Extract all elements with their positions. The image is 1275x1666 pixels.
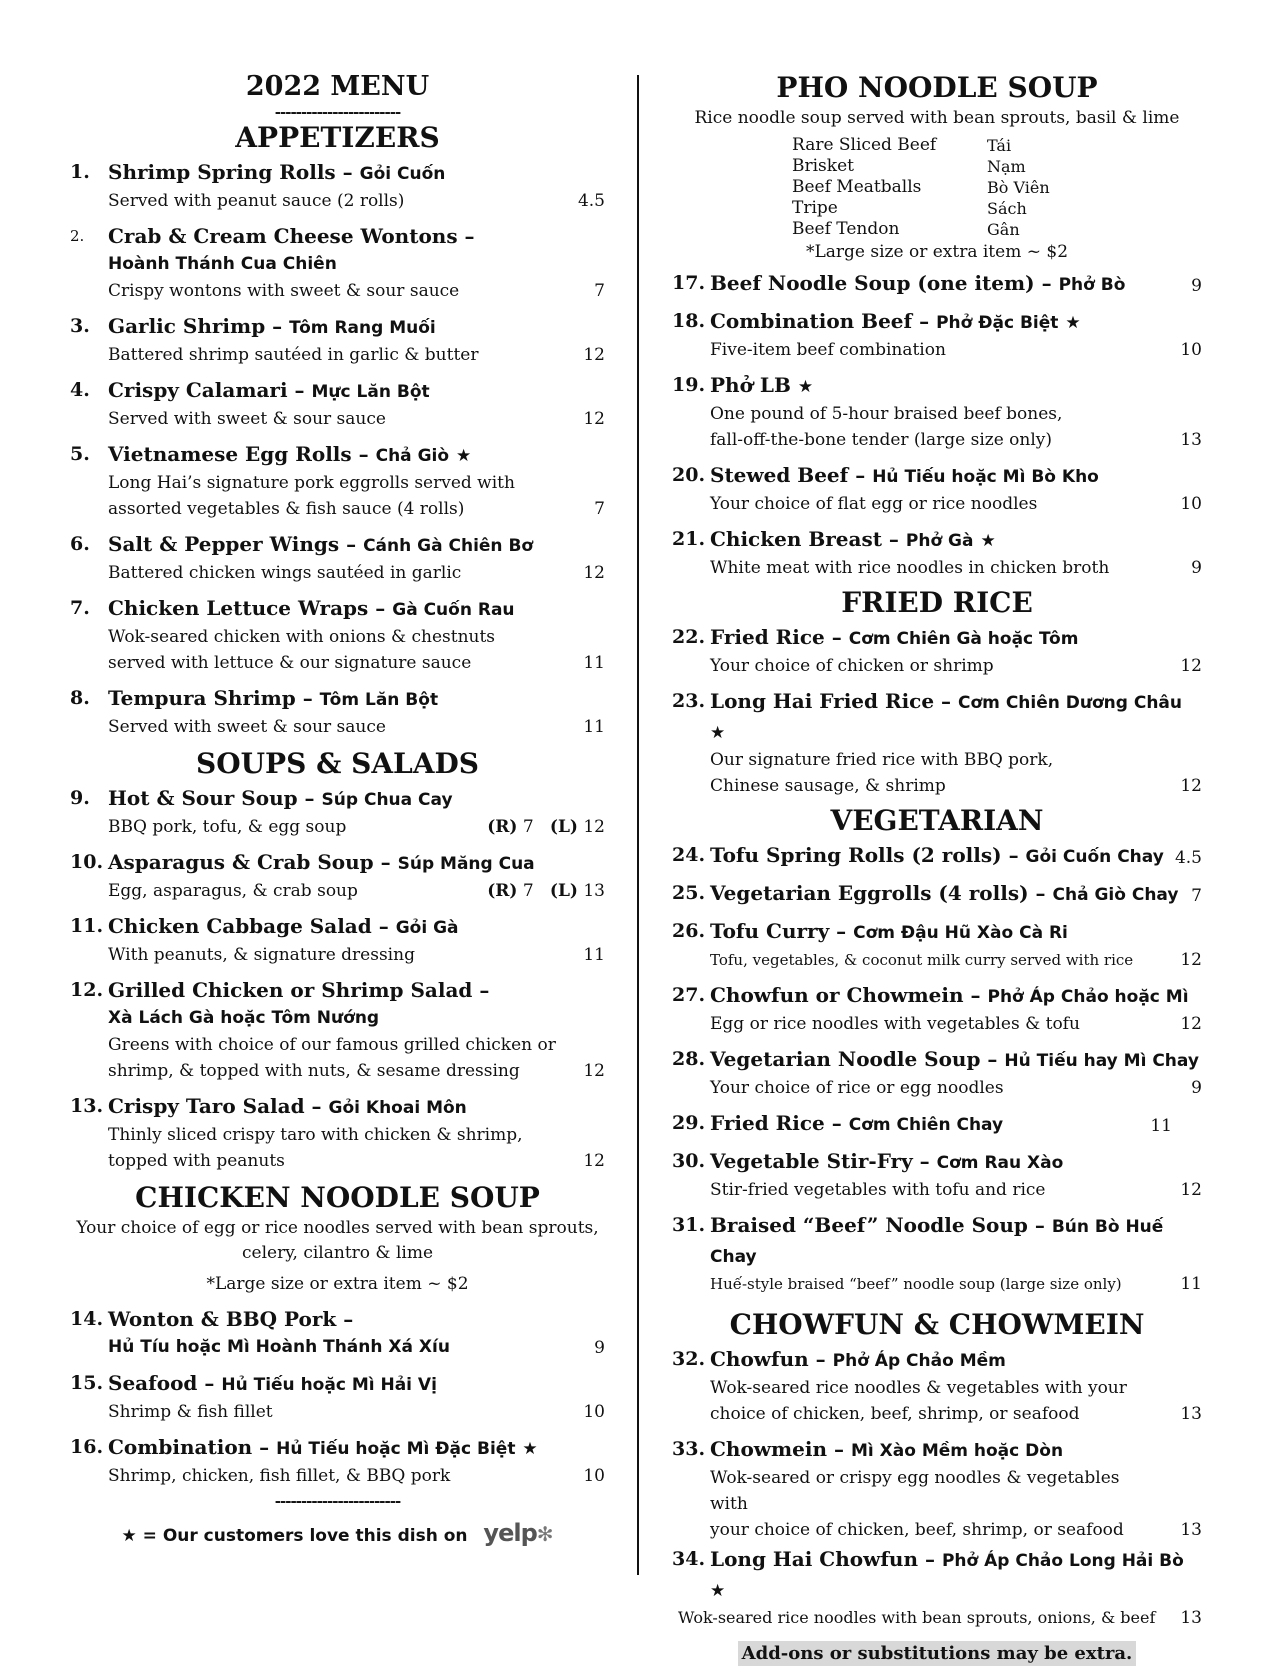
menu-item: 27. Chowfun or Chowmein – Phở Áp Chảo hoặc Mì Egg or rice noodles with vegetables & tofu 12 — [672, 981, 1202, 1037]
item-viet-name: Gà Cuốn Rau — [392, 600, 515, 620]
section-soups-salads: SOUPS & SALADS — [196, 747, 479, 780]
table-cell: Nạm — [987, 157, 1026, 176]
regular-price: 7 — [522, 817, 534, 837]
item-name: Chowfun — [710, 1347, 809, 1371]
item-price: 13 — [1180, 1608, 1202, 1628]
section-note: *Large size or extra item ~ $2 — [805, 242, 1069, 262]
item-name: Shrimp Spring Rolls — [108, 160, 336, 184]
item-viet-name: Phở Áp Chảo hoặc Mì — [987, 987, 1189, 1007]
item-description: BBQ pork, tofu, & egg soup — [108, 817, 347, 837]
item-name: Grilled Chicken or Shrimp Salad — [108, 978, 473, 1002]
item-name: Vegetable Stir-Fry — [710, 1149, 913, 1173]
item-description: Five-item beef combination — [710, 340, 946, 360]
item-description: Wok-seared chicken with onions & chestnuts — [108, 627, 496, 647]
item-number: 21. — [672, 528, 706, 550]
menu-item: 22. Fried Rice – Cơm Chiên Gà hoặc Tôm Your choice of chicken or shrimp 12 — [672, 623, 1202, 679]
item-name: Vegetarian Noodle Soup — [710, 1047, 981, 1071]
item-description: Wok-seared rice noodles with bean sprouts, onions, & beef — [678, 1608, 1156, 1627]
item-price: 7 — [1191, 886, 1202, 906]
item-number: 31. — [672, 1214, 706, 1236]
item-name: Stewed Beef — [710, 463, 849, 487]
item-price: 9 — [1191, 1078, 1202, 1098]
item-price: 11 — [1150, 1116, 1172, 1136]
item-number: 16. — [70, 1436, 104, 1458]
menu-item: 2. Crab & Cream Cheese Wontons – Hoành Thánh Cua Chiên Crispy wontons with sweet & sour sauce 7 — [70, 222, 605, 304]
item-price: 10 — [1180, 494, 1202, 514]
item-number: 22. — [672, 626, 706, 648]
menu-item: 14. Wonton & BBQ Pork – Hủ Tíu hoặc Mì Hoành Thánh Xá Xíu 9 — [70, 1305, 605, 1361]
item-number: 33. — [672, 1438, 706, 1460]
table-cell: Beef Tendon — [792, 219, 900, 239]
item-viet-name: Hủ Tiếu hay Mì Chay — [1004, 1051, 1199, 1071]
item-description: Battered chicken wings sautéed in garlic — [108, 563, 462, 583]
item-description: served with lettuce & our signature sauce — [108, 653, 472, 673]
item-price: 12 — [583, 1061, 605, 1081]
item-description: With peanuts, & signature dressing — [108, 945, 415, 965]
item-name: Beef Noodle Soup (one item) — [710, 271, 1035, 295]
item-name: Tofu Spring Rolls (2 rolls) — [710, 843, 1002, 867]
item-description: Huế-style braised “beef” noodle soup (large size only) — [710, 1275, 1122, 1293]
addons-note — [672, 1643, 1202, 1664]
section-note: celery, cilantro & lime — [241, 1243, 434, 1263]
item-description: Stir-fried vegetables with tofu and rice — [710, 1180, 1046, 1200]
item-description: Crispy wontons with sweet & sour sauce — [108, 281, 460, 301]
item-number: 28. — [672, 1048, 706, 1070]
item-price: 12 — [583, 1151, 605, 1171]
item-name: Salt & Pepper Wings — [108, 532, 340, 556]
item-description: Your choice of rice or egg noodles — [710, 1078, 1004, 1098]
item-viet-name: Tôm Rang Muối — [289, 318, 436, 338]
item-description: Egg or rice noodles with vegetables & tofu — [710, 1014, 1080, 1034]
section-pho: PHO NOODLE SOUP — [776, 71, 1098, 104]
item-viet-name: Mì Xào Mềm hoặc Dòn — [850, 1441, 1064, 1461]
menu-title: 2022 MENU — [245, 71, 430, 102]
item-price: 13 — [1180, 1520, 1202, 1540]
menu-item: 11. Chicken Cabbage Salad – Gỏi Gà With peanuts, & signature dressing 11 — [70, 912, 605, 968]
item-description: Served with sweet & sour sauce — [108, 409, 386, 429]
item-name: Garlic Shrimp — [108, 314, 266, 338]
item-number: 26. — [672, 920, 706, 942]
menu-item: 18. Combination Beef – Phở Đặc Biệt ★ Five-item beef combination 10 — [672, 307, 1202, 363]
column-divider — [637, 75, 639, 1575]
menu-item: 13. Crispy Taro Salad – Gỏi Khoai Môn Thinly sliced crispy taro with chicken & shrimp, topped with peanuts 12 — [70, 1092, 605, 1174]
item-description: Tofu, vegetables, & coconut milk curry served with rice — [710, 951, 1134, 969]
item-number: 23. — [672, 690, 706, 712]
item-price: 11 — [1180, 1274, 1202, 1294]
item-name: Asparagus & Crab Soup — [108, 850, 374, 874]
menu-item: 34. Long Hai Chowfun – Phở Áp Chảo Long Hải Bò ★ Wok-seared rice noodles with bean sprouts, onions, & beef 13 — [672, 1545, 1202, 1631]
table-cell: Rare Sliced Beef — [792, 135, 937, 155]
item-price: 10 — [583, 1402, 605, 1422]
item-viet-name: Gỏi Khoai Môn — [328, 1098, 467, 1118]
menu-item: 28. Vegetarian Noodle Soup – Hủ Tiếu hay Mì Chay Your choice of rice or egg noodles 9 — [672, 1045, 1202, 1101]
section-vegetarian: VEGETARIAN — [830, 804, 1044, 837]
section-note: Rice noodle soup served with bean sprouts, basil & lime — [694, 108, 1180, 128]
menu-item: 31. Braised “Beef” Noodle Soup – Bún Bò Huế Chay Huế-style braised “beef” noodle soup (large size only) 11 — [672, 1211, 1202, 1297]
item-description: topped with peanuts — [108, 1151, 285, 1171]
item-viet-name: Mực Lăn Bột — [311, 382, 430, 402]
item-description: Thinly sliced crispy taro with chicken & shrimp, — [108, 1125, 523, 1145]
item-viet-name: Tôm Lăn Bột — [319, 690, 439, 710]
item-viet-name: Gỏi Gà — [395, 918, 459, 938]
item-name: Seafood — [108, 1371, 198, 1395]
item-number: 32. — [672, 1348, 706, 1370]
item-viet-name: Hủ Tíu hoặc Mì Hoành Thánh Xá Xíu — [108, 1337, 450, 1357]
menu-item: 25. Vegetarian Eggrolls (4 rolls) – Chả Giò Chay 7 — [672, 879, 1202, 909]
section-note: Your choice of egg or rice noodles served with bean sprouts, — [76, 1218, 599, 1238]
large-label: (L) — [549, 817, 578, 837]
yelp-logo: yelp — [483, 1519, 537, 1547]
item-number: 3. — [70, 315, 90, 337]
item-viet-name: Cơm Đậu Hũ Xào Cà Ri — [853, 923, 1068, 943]
menu-item: 7. Chicken Lettuce Wraps – Gà Cuốn Rau Wok-seared chicken with onions & chestnuts served with lettuce & our signature sauce 11 — [70, 594, 605, 676]
item-price: 9 — [594, 1338, 605, 1358]
item-name: Long Hai Fried Rice — [710, 689, 935, 713]
item-viet-name: Bún Bò Huế Chay — [710, 1217, 1164, 1267]
table-cell: Tái — [987, 136, 1012, 155]
title-dashes: ------------------------ — [274, 103, 401, 121]
large-price: 12 — [583, 817, 605, 837]
section-appetizers: APPETIZERS — [235, 121, 440, 154]
table-row — [792, 177, 1050, 198]
regular-price: 7 — [522, 881, 534, 901]
item-description: Wok-seared rice noodles & vegetables with your — [710, 1378, 1127, 1398]
table-row — [792, 135, 1050, 156]
item-viet-name: Cơm Chiên Chay — [848, 1115, 1004, 1135]
item-number: 29. — [672, 1112, 706, 1134]
item-price: 12 — [583, 409, 605, 429]
star-icon: ★ — [1065, 313, 1081, 333]
star-icon: ★ — [710, 1581, 726, 1601]
item-viet-name: Chả Giò Chay — [1052, 885, 1179, 905]
item-viet-name: Phở Áp Chảo Mềm — [832, 1351, 1006, 1371]
pho-meat-table — [792, 135, 1050, 240]
item-number: 13. — [70, 1095, 104, 1117]
item-number: 7. — [70, 597, 90, 619]
item-price: 13 — [1180, 430, 1202, 450]
menu-item: 29. Fried Rice – Cơm Chiên Chay 11 — [672, 1109, 1202, 1139]
table-cell: Brisket — [792, 156, 854, 176]
menu-item: 33. Chowmein – Mì Xào Mềm hoặc Dòn Wok-seared or crispy egg noodles & vegetables with your choice of chicken, beef, shrimp, or seafood 13 — [672, 1435, 1202, 1543]
table-cell: Beef Meatballs — [792, 177, 922, 197]
star-icon: ★ — [980, 531, 996, 551]
section-chowfun-chowmein: CHOWFUN & CHOWMEIN — [729, 1308, 1145, 1341]
item-number: 9. — [70, 787, 90, 809]
item-viet-name: Chả Giò — [375, 446, 450, 466]
section-chicken-noodle-soup: CHICKEN NOODLE SOUP — [135, 1181, 540, 1214]
menu-item: 5. Vietnamese Egg Rolls – Chả Giò ★ Long Hai’s signature pork eggrolls served with assorted vegetables & fish sauce (4 rolls) 7 — [70, 440, 605, 522]
menu-item: 17. Beef Noodle Soup (one item) – Phở Bò 9 — [672, 269, 1202, 299]
item-number: 34. — [672, 1548, 706, 1570]
item-viet-name: Hoành Thánh Cua Chiên — [108, 254, 337, 274]
table-cell: Bò Viên — [987, 178, 1050, 197]
table-cell: Tripe — [792, 198, 838, 218]
item-description: your choice of chicken, beef, shrimp, or seafood — [710, 1520, 1124, 1540]
item-viet-name: Gỏi Cuốn Chay — [1025, 847, 1164, 867]
star-icon: ★ — [797, 377, 814, 397]
item-name: Chicken Lettuce Wraps — [108, 596, 369, 620]
item-price: 9 — [1191, 276, 1202, 296]
item-number: 15. — [70, 1372, 104, 1394]
item-number: 5. — [70, 443, 90, 465]
item-viet-name: Súp Chua Cay — [321, 790, 453, 810]
menu-item: 1. Shrimp Spring Rolls – Gỏi Cuốn Served with peanut sauce (2 rolls) 4.5 — [70, 158, 605, 214]
item-price: 10 — [1180, 340, 1202, 360]
item-name: Chowmein — [710, 1437, 828, 1461]
item-description: White meat with rice noodles in chicken broth — [710, 558, 1110, 578]
item-name: Long Hai Chowfun — [710, 1547, 919, 1571]
section-fried-rice: FRIED RICE — [841, 586, 1033, 619]
item-viet-name: Xà Lách Gà hoặc Tôm Nướng — [108, 1008, 380, 1028]
item-number: 8. — [70, 687, 90, 709]
item-description: Egg, asparagus, & crab soup — [108, 881, 358, 901]
item-description: Greens with choice of our famous grilled chicken or — [108, 1035, 556, 1055]
item-number: 2. — [70, 227, 85, 245]
item-number: 24. — [672, 844, 706, 866]
item-description: Battered shrimp sautéed in garlic & butter — [108, 345, 479, 365]
star-icon: ★ — [710, 723, 726, 743]
menu-item: 26. Tofu Curry – Cơm Đậu Hũ Xào Cà Ri Tofu, vegetables, & coconut milk curry served with rice 12 — [672, 917, 1202, 973]
table-cell: Gân — [987, 220, 1020, 239]
yelp-burst-icon: ✻ — [536, 1522, 554, 1546]
item-viet-name: Hủ Tiếu hoặc Mì Đặc Biệt — [276, 1439, 516, 1459]
item-name: Crispy Taro Salad — [108, 1094, 305, 1118]
item-description: Your choice of chicken or shrimp — [710, 656, 994, 676]
item-name: Chicken Breast — [710, 527, 882, 551]
item-description: Long Hai’s signature pork eggrolls served with — [108, 473, 515, 493]
menu-item: 32. Chowfun – Phở Áp Chảo Mềm Wok-seared rice noodles & vegetables with your choice of chicken, beef, shrimp, or seafood 13 — [672, 1345, 1202, 1427]
item-name: Crab & Cream Cheese Wontons — [108, 224, 458, 248]
item-number: 4. — [70, 379, 90, 401]
item-number: 18. — [672, 310, 706, 332]
item-number: 25. — [672, 882, 706, 904]
menu-item: 30. Vegetable Stir-Fry – Cơm Rau Xào Stir-fried vegetables with tofu and rice 12 — [672, 1147, 1202, 1203]
item-number: 17. — [672, 272, 706, 294]
item-name: Vietnamese Egg Rolls — [108, 442, 352, 466]
item-viet-name: Phở Đặc Biệt — [936, 313, 1059, 333]
item-price: 12 — [583, 345, 605, 365]
item-description: choice of chicken, beef, shrimp, or seafood — [710, 1404, 1080, 1424]
item-viet-name: Phở Gà — [905, 531, 974, 551]
item-description: Your choice of flat egg or rice noodles — [710, 494, 1038, 514]
item-price: 7 — [594, 499, 605, 519]
menu-item: 10. Asparagus & Crab Soup – Súp Măng Cua Egg, asparagus, & crab soup (R) 7 (L) 13 — [70, 848, 605, 904]
star-icon: ★ — [121, 1526, 137, 1546]
item-name: Chowfun or Chowmein — [710, 983, 964, 1007]
addons-text: Add-ons or substitutions may be extra. — [738, 1641, 1137, 1666]
item-viet-name: Gỏi Cuốn — [359, 164, 446, 184]
menu-item: 23. Long Hai Fried Rice – Cơm Chiên Dương Châu ★ Our signature fried rice with BBQ pork, Chinese sausage, & shrimp 12 — [672, 687, 1202, 799]
menu-item: 12. Grilled Chicken or Shrimp Salad – Xà Lách Gà hoặc Tôm Nướng Greens with choice of our famous grilled chicken or shrimp, & topped with nuts, & sesame dressing 12 — [70, 976, 605, 1084]
table-row — [792, 156, 1050, 177]
item-description: fall-off-the-bone tender (large size only) — [710, 430, 1053, 450]
item-name: Phở LB — [710, 373, 791, 397]
item-viet-name: Phở Áp Chảo Long Hải Bò — [941, 1551, 1184, 1571]
item-number: 19. — [672, 374, 706, 396]
item-description: One pound of 5-hour braised beef bones, — [710, 404, 1063, 424]
right-column — [672, 70, 1202, 1664]
item-description: Chinese sausage, & shrimp — [710, 776, 946, 796]
menu-item: 4. Crispy Calamari – Mực Lăn Bột Served with sweet & sour sauce 12 — [70, 376, 605, 432]
item-size-prices — [487, 878, 605, 904]
item-name: Chicken Cabbage Salad — [108, 914, 372, 938]
item-number: 11. — [70, 915, 104, 937]
item-viet-name: Hủ Tiếu hoặc Mì Bò Kho — [872, 467, 1099, 487]
item-price: 12 — [1180, 1014, 1202, 1034]
item-number: 27. — [672, 984, 706, 1006]
item-name: Combination Beef — [710, 309, 913, 333]
item-viet-name: Hủ Tiếu hoặc Mì Hải Vị — [221, 1375, 437, 1395]
item-name: Combination — [108, 1435, 253, 1459]
item-price: 11 — [583, 653, 605, 673]
footer-dashes: ------------------------ — [274, 1492, 401, 1510]
item-number: 10. — [70, 851, 104, 873]
menu-item: 16. Combination – Hủ Tiếu hoặc Mì Đặc Biệt ★ Shrimp, chicken, fish fillet, & BBQ pork 10 — [70, 1433, 605, 1489]
item-price: 12 — [583, 563, 605, 583]
item-number: 1. — [70, 161, 90, 183]
item-price: 9 — [1191, 558, 1202, 578]
item-name: Hot & Sour Soup — [108, 786, 298, 810]
legend-note — [70, 1519, 605, 1547]
item-name: Fried Rice — [710, 625, 825, 649]
item-price: 12 — [1180, 776, 1202, 796]
item-price: 7 — [594, 281, 605, 301]
menu-item: 24. Tofu Spring Rolls (2 rolls) – Gỏi Cuốn Chay 4.5 — [672, 841, 1202, 871]
large-price: 13 — [583, 881, 605, 901]
item-price: 4.5 — [577, 191, 605, 211]
menu-item — [672, 371, 1202, 453]
item-name: Fried Rice — [710, 1111, 825, 1135]
left-column — [70, 70, 605, 1547]
item-description: Shrimp, chicken, fish fillet, & BBQ pork — [108, 1466, 451, 1486]
star-icon: ★ — [522, 1439, 538, 1459]
menu-item: 3. Garlic Shrimp – Tôm Rang Muối Battered shrimp sautéed in garlic & butter 12 — [70, 312, 605, 368]
item-viet-name: Cánh Gà Chiên Bơ — [363, 536, 534, 556]
item-number: 14. — [70, 1308, 104, 1330]
menu-item: 9. Hot & Sour Soup – Súp Chua Cay BBQ pork, tofu, & egg soup (R) 7 (L) 12 — [70, 784, 605, 840]
item-description: Our signature fried rice with BBQ pork, — [710, 750, 1054, 770]
item-price: 11 — [583, 717, 605, 737]
item-viet-name: Cơm Rau Xào — [936, 1153, 1064, 1173]
item-viet-name: Phở Bò — [1058, 275, 1126, 295]
item-name: Vegetarian Eggrolls (4 rolls) — [710, 881, 1029, 905]
table-row — [792, 219, 1050, 240]
item-number: 30. — [672, 1150, 706, 1172]
item-description: shrimp, & topped with nuts, & sesame dressing — [108, 1061, 520, 1081]
item-price: 12 — [1180, 656, 1202, 676]
item-price: 12 — [1180, 950, 1202, 970]
item-name: Wonton & BBQ Pork — [108, 1307, 337, 1331]
section-note: *Large size or extra item ~ $2 — [206, 1274, 469, 1294]
menu-item: 6. Salt & Pepper Wings – Cánh Gà Chiên Bơ Battered chicken wings sautéed in garlic 12 — [70, 530, 605, 586]
item-viet-name: Cơm Chiên Dương Châu — [958, 693, 1183, 713]
menu-item: 8. Tempura Shrimp – Tôm Lăn Bột Served with sweet & sour sauce 11 — [70, 684, 605, 740]
item-viet-name: Cơm Chiên Gà hoặc Tôm — [848, 629, 1079, 649]
item-name: Tempura Shrimp — [108, 686, 296, 710]
item-number: 6. — [70, 533, 90, 555]
item-description: assorted vegetables & fish sauce (4 rolls) — [108, 499, 465, 519]
item-price: 11 — [583, 945, 605, 965]
menu-item: 21. Chicken Breast – Phở Gà ★ White meat with rice noodles in chicken broth 9 — [672, 525, 1202, 581]
item-price: 12 — [1180, 1180, 1202, 1200]
regular-label: (R) — [487, 817, 518, 837]
table-row — [792, 198, 1050, 219]
item-price: 10 — [583, 1466, 605, 1486]
menu-item: 15. Seafood – Hủ Tiếu hoặc Mì Hải Vị Shrimp & fish fillet 10 — [70, 1369, 605, 1425]
item-price: 13 — [1180, 1404, 1202, 1424]
star-icon: ★ — [456, 446, 472, 466]
legend-text: = Our customers love this dish on — [142, 1526, 468, 1546]
table-cell: Sách — [987, 199, 1027, 218]
menu-item: 20. Stewed Beef – Hủ Tiếu hoặc Mì Bò Kho Your choice of flat egg or rice noodles 10 — [672, 461, 1202, 517]
item-description: Served with sweet & sour sauce — [108, 717, 386, 737]
item-name: Crispy Calamari — [108, 378, 288, 402]
item-number: 12. — [70, 979, 104, 1001]
item-viet-name: Súp Măng Cua — [397, 854, 535, 874]
item-number: 20. — [672, 464, 706, 486]
item-description: Served with peanut sauce (2 rolls) — [108, 191, 405, 211]
regular-label: (R) — [487, 881, 518, 901]
large-label: (L) — [549, 881, 578, 901]
item-description: Shrimp & fish fillet — [108, 1402, 273, 1422]
item-name: Tofu Curry — [710, 919, 830, 943]
item-name: Braised “Beef” Noodle Soup — [710, 1213, 1028, 1237]
item-size-prices — [487, 814, 605, 840]
item-price: 4.5 — [1174, 848, 1202, 868]
item-description: Wok-seared or crispy egg noodles & vegetables with — [710, 1468, 1120, 1514]
